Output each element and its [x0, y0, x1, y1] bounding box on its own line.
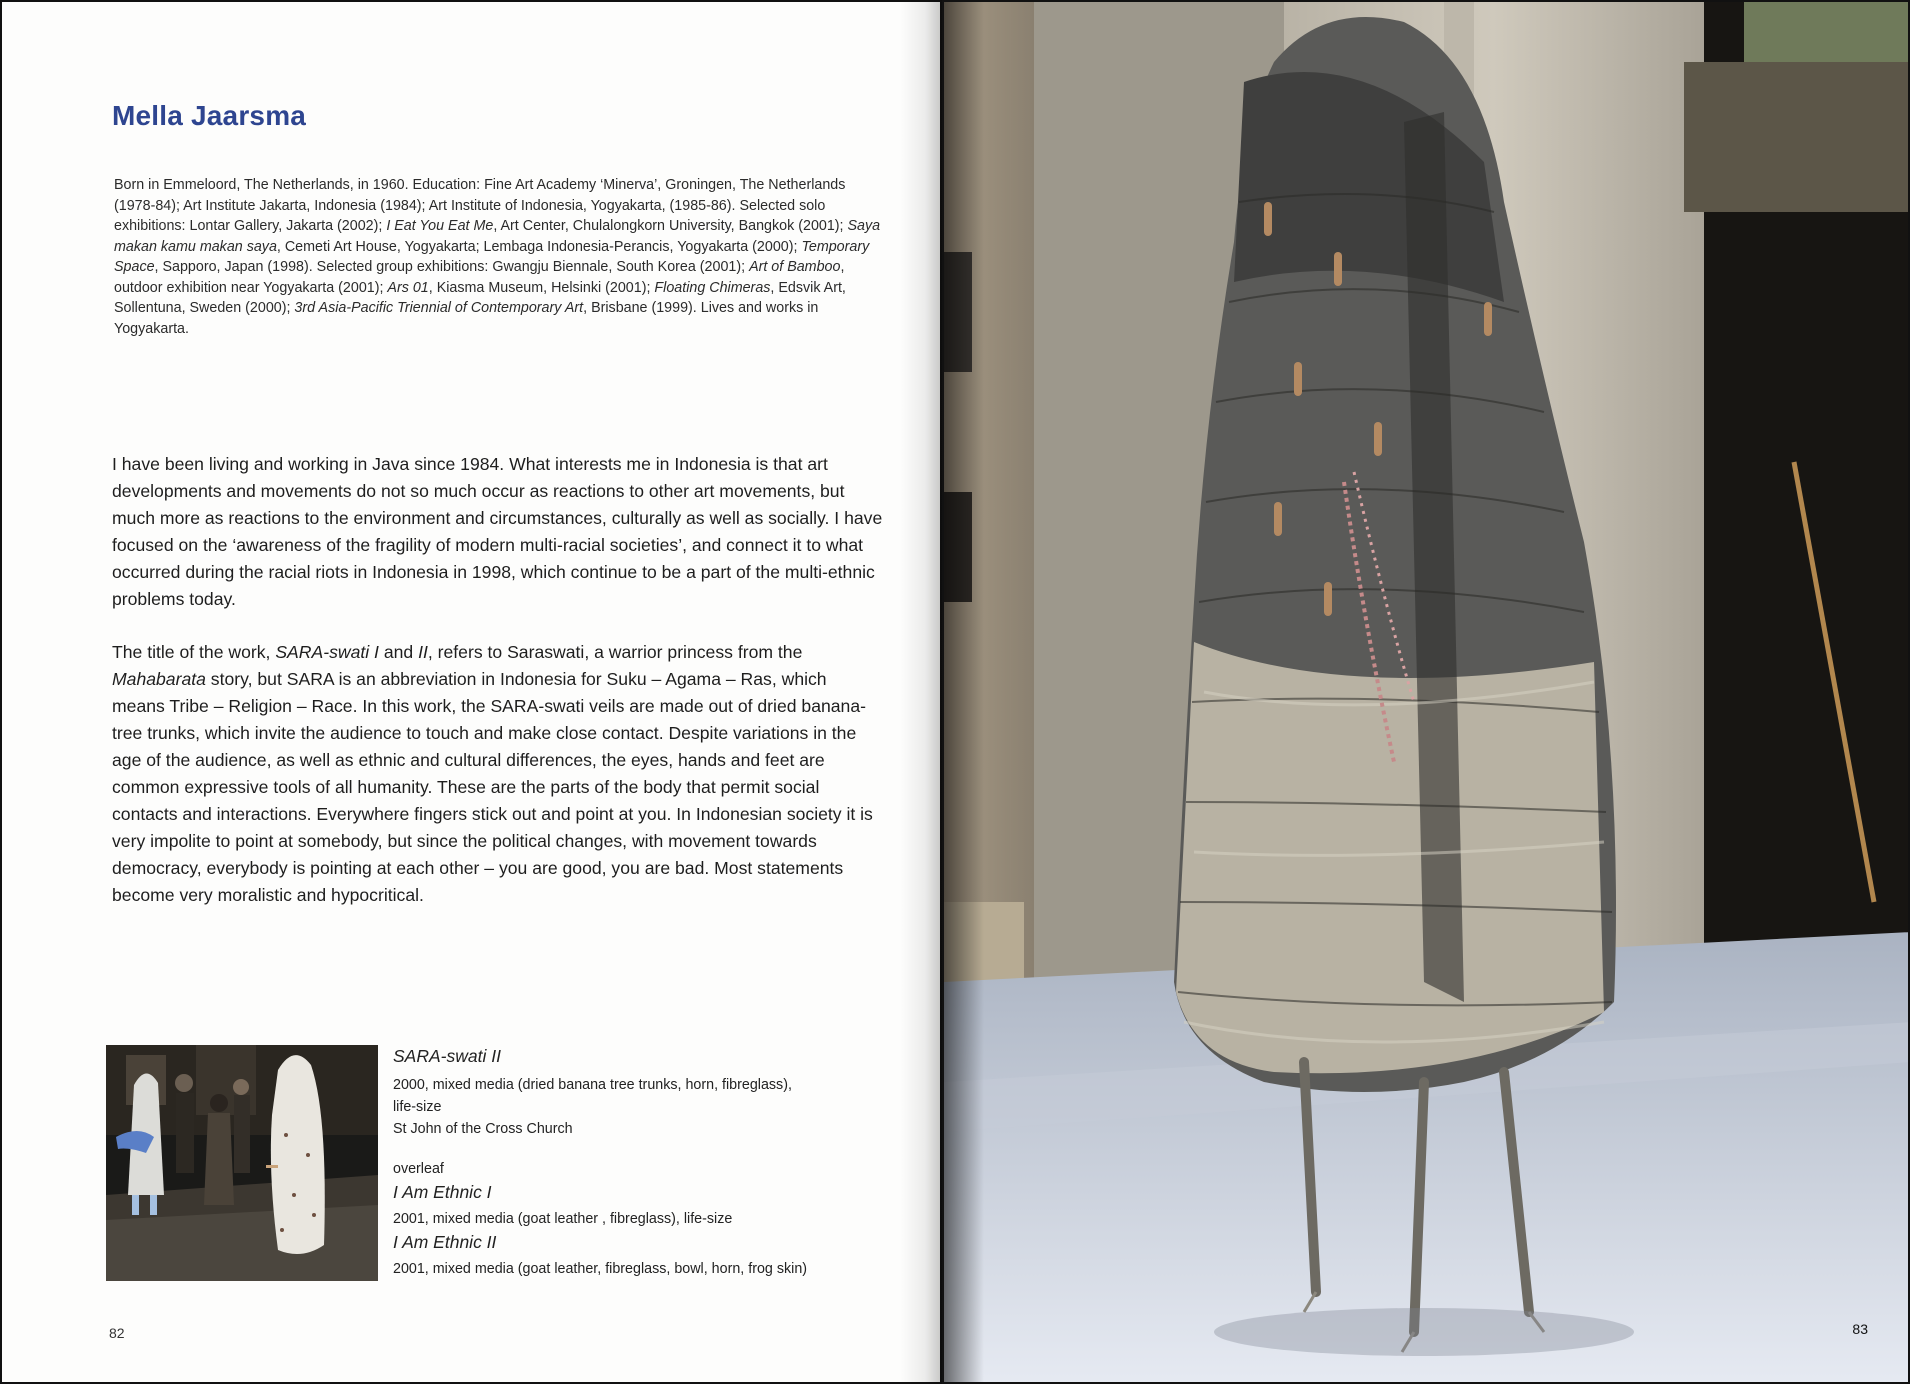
caption-details: 2001, mixed media (goat leather, fibreglass, bowl, horn, frog skin) — [393, 1261, 808, 1277]
text-run: , Brisbane (1999). Lives and works in Yogyakarta. — [114, 300, 819, 337]
caption-work-title: I Am Ethnic I — [393, 1182, 492, 1202]
text-run: story, but SARA is an abbreviation in Indonesia for Suku – Agama – Ras, which means Tribe – Religion – Race. In this work, the SARA-swati veils are made out of dried banana-tree trunks, which invite the audience to touch and make close contact. Despite variations in the age of the audience, as well as ethnic and cultural differences, the eyes, hands and feet are common expressive tools of all humanity. These are the parts of the body that permit social contacts and interactions. Everywhere fingers stick out and point at you. In Indonesian society it is very impolite to point at somebody, but since the political changes, with movement towards democracy, everybody is pointing at each other – you are good, you are bad. Most statements become very moralistic and hypocritical. — [112, 669, 873, 905]
sculpture-photograph — [944, 2, 1910, 1384]
caption-work-title: SARA-swati II — [393, 1046, 501, 1066]
statement-paragraph — [112, 451, 884, 613]
italic-title-text: I Eat You Eat Me — [386, 218, 494, 234]
caption-work-title: I Am Ethnic II — [393, 1232, 497, 1252]
caption-overleaf-label: overleaf — [393, 1161, 444, 1177]
artist-name: Mella Jaarsma — [112, 100, 307, 131]
caption-location: St John of the Cross Church — [393, 1121, 573, 1137]
text-run: , Sapporo, Japan (1998). Selected group exhibitions: Gwangju Biennale, South Korea (2001); — [154, 259, 750, 275]
italic-title-text: Saya makan kamu makan saya — [114, 218, 881, 255]
artist-biography — [114, 175, 884, 339]
caption-details: life-size — [393, 1099, 442, 1115]
statement-paragraph — [112, 639, 884, 909]
text-run: , Kiasma Museum, Helsinki (2001); — [428, 279, 655, 296]
artwork-captions — [393, 1044, 893, 1280]
gutter-shadow — [900, 0, 942, 1384]
caption-details: 2000, mixed media (dried banana tree trunks, horn, fibreglass), — [393, 1077, 792, 1093]
caption-details: 2001, mixed media (goat leather , fibreglass), life-size — [393, 1211, 733, 1227]
italic-title-text: Art of Bamboo — [749, 259, 841, 275]
italic-title-text: Temporary Space — [114, 238, 870, 275]
italic-title-text: 3rd Asia-Pacific Triennial of Contemporary Art — [294, 300, 584, 316]
text-run: , outdoor exhibition near Yogyakarta (2001); — [114, 259, 845, 296]
text-run: , Art Center, Chulalongkorn University, Bangkok (2001); — [493, 218, 848, 234]
text-run: , Cemeti Art House, Yogyakarta; Lembaga Indonesia-Perancis, Yogyakarta (2000); — [276, 238, 802, 255]
page-number-left: 82 — [109, 1325, 125, 1341]
installation-thumbnail-photo — [106, 1045, 378, 1281]
right-page — [942, 0, 1910, 1384]
page-number-right: 83 — [1852, 1321, 1868, 1337]
text-run: Born in Emmeloord, The Netherlands, in 1960. Education: Fine Art Academy ‘Minerva’, Groningen, The Netherlands (1978-84); Art Institute Jakarta, Indonesia (1984); Art Institute of Indonesia, Yogyakarta, (1985-86). Selected solo exhibitions: Lontar Gallery, Jakarta (2002); — [114, 177, 846, 234]
italic-title-text: Ars 01 — [387, 279, 429, 296]
italic-title-text: Floating Chimeras — [654, 279, 771, 296]
italic-title-text: II — [418, 642, 428, 662]
text-run: and — [378, 642, 419, 662]
text-run: I have been living and working in Java since 1984. What interests me in Indonesia is that art developments and movements do not so much occur as reactions to other art movements, but much more as reactions to the environment and circumstances, culturally as well as socially. I have focused on the ‘awareness of the fragility of modern multi-racial societies’, and connect it to what occurred during the racial riots in Indonesia in 1998, which continue to be a part of the multi-ethnic problems today. — [112, 454, 883, 609]
artist-statement — [112, 451, 884, 935]
text-run: , Edsvik Art, Sollentuna, Sweden (2000); — [114, 279, 846, 316]
text-run: , refers to Saraswati, a warrior princess from the — [427, 642, 803, 662]
text-run: The title of the work, — [112, 642, 276, 662]
italic-title-text: SARA-swati I — [275, 642, 379, 662]
italic-title-text: Mahabarata — [112, 669, 206, 689]
left-page — [0, 0, 942, 1384]
